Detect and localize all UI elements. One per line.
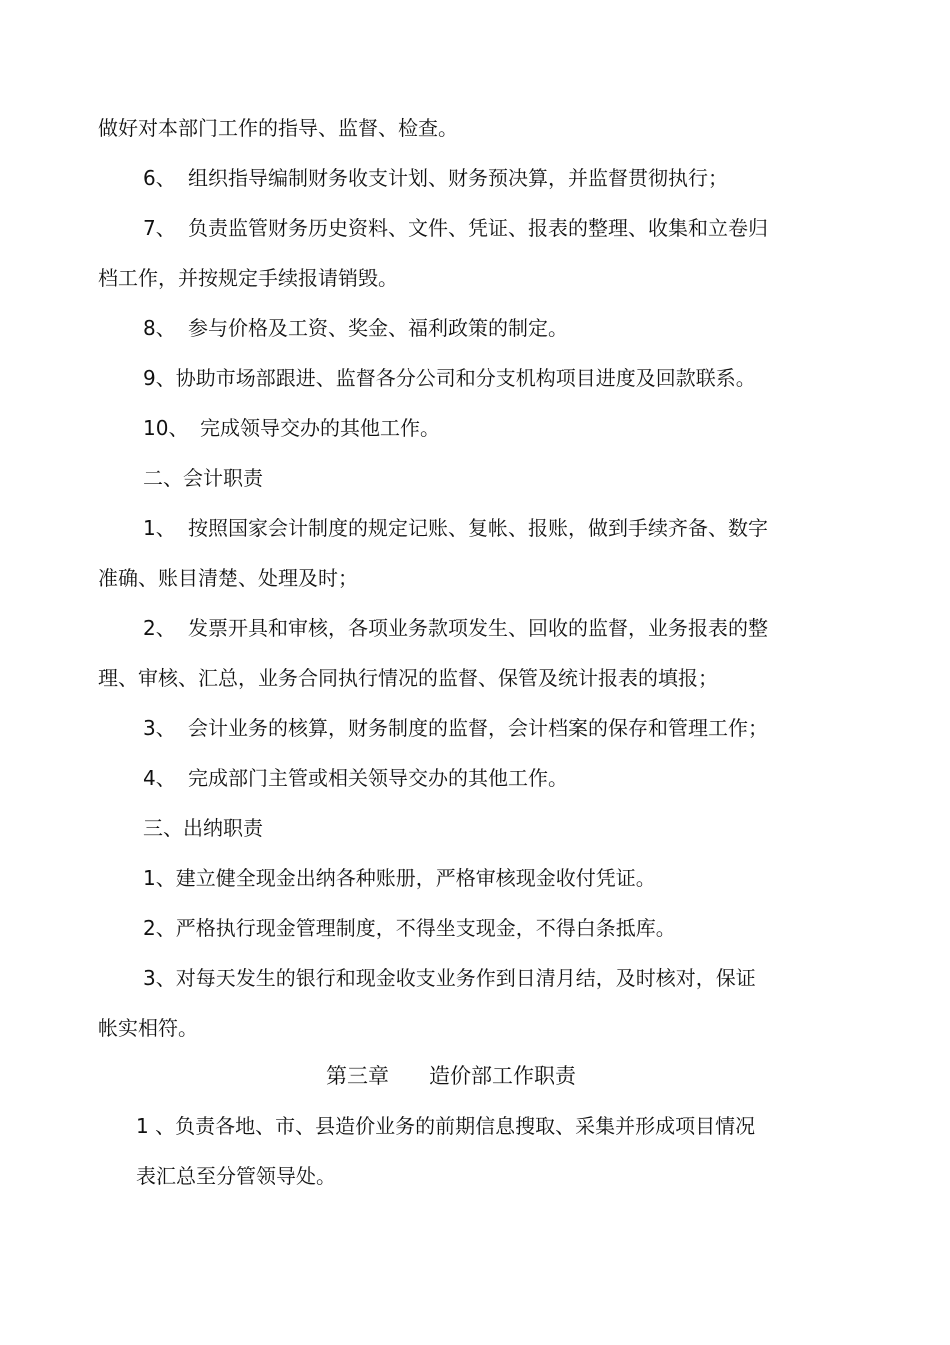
list-item-3 [143,714,768,742]
list-item-1 [143,514,768,542]
item-number: 1、 [143,516,176,540]
item-text: 完成部门主管或相关领导交办的其他工作。 [188,766,568,790]
section-heading: 三、出纳职责 [143,816,263,840]
list-item-10 [143,414,440,442]
list-item-2: 2、严格执行现金管理制度，不得坐支现金，不得白条抵库。 [143,916,676,940]
list-item-3: 3、对每天发生的银行和现金收支业务作到日清月结，及时核对，保证 [143,966,756,990]
item-text: 负责监管财务历史资料、文件、凭证、报表的整理、收集和立卷归 [188,216,768,240]
paragraph-line: 做好对本部门工作的指导、监督、检查。 [98,116,458,140]
list-item-1: 1、建立健全现金出纳各种账册，严格审核现金收付凭证。 [143,866,656,890]
paragraph-line: 档工作，并按规定手续报请销毁。 [98,266,398,290]
item-number: 6、 [143,166,176,190]
section-heading: 二、会计职责 [143,466,263,490]
item-text: 组织指导编制财务收支计划、财务预决算，并监督贯彻执行； [188,166,728,190]
paragraph-line: 理、审核、汇总，业务合同执行情况的监督、保管及统计报表的填报； [98,666,718,690]
item-text: 完成领导交办的其他工作。 [200,416,440,440]
list-item-6 [143,164,728,192]
paragraph-line: 帐实相符。 [98,1016,198,1040]
item-number: 4、 [143,766,176,790]
chapter-number: 第三章 [326,1064,389,1088]
item-number: 3、 [143,716,176,740]
list-item-1: 1 、负责各地、市、县造价业务的前期信息搜取、采集并形成项目情况 [136,1114,756,1138]
item-text: 会计业务的核算，财务制度的监督，会计档案的保存和管理工作； [188,716,768,740]
list-item-9: 9、协助市场部跟进、监督各分公司和分支机构项目进度及回款联系。 [143,366,756,390]
item-number: 10、 [143,416,189,440]
item-text: 按照国家会计制度的规定记账、复帐、报账，做到手续齐备、数字 [188,516,768,540]
list-item-8 [143,314,568,342]
list-item-4 [143,764,568,792]
item-number: 7、 [143,216,176,240]
paragraph-line: 表汇总至分管领导处。 [136,1164,336,1188]
chapter-title: 造价部工作职责 [429,1064,576,1088]
list-item-2 [143,614,768,642]
chapter-heading [326,1062,576,1090]
paragraph-line: 准确、账目清楚、处理及时； [98,566,358,590]
list-item-7 [143,214,768,242]
item-text: 参与价格及工资、奖金、福利政策的制定。 [188,316,568,340]
item-number: 8、 [143,316,176,340]
item-text: 发票开具和审核，各项业务款项发生、回收的监督，业务报表的整 [188,616,768,640]
item-number: 2、 [143,616,176,640]
